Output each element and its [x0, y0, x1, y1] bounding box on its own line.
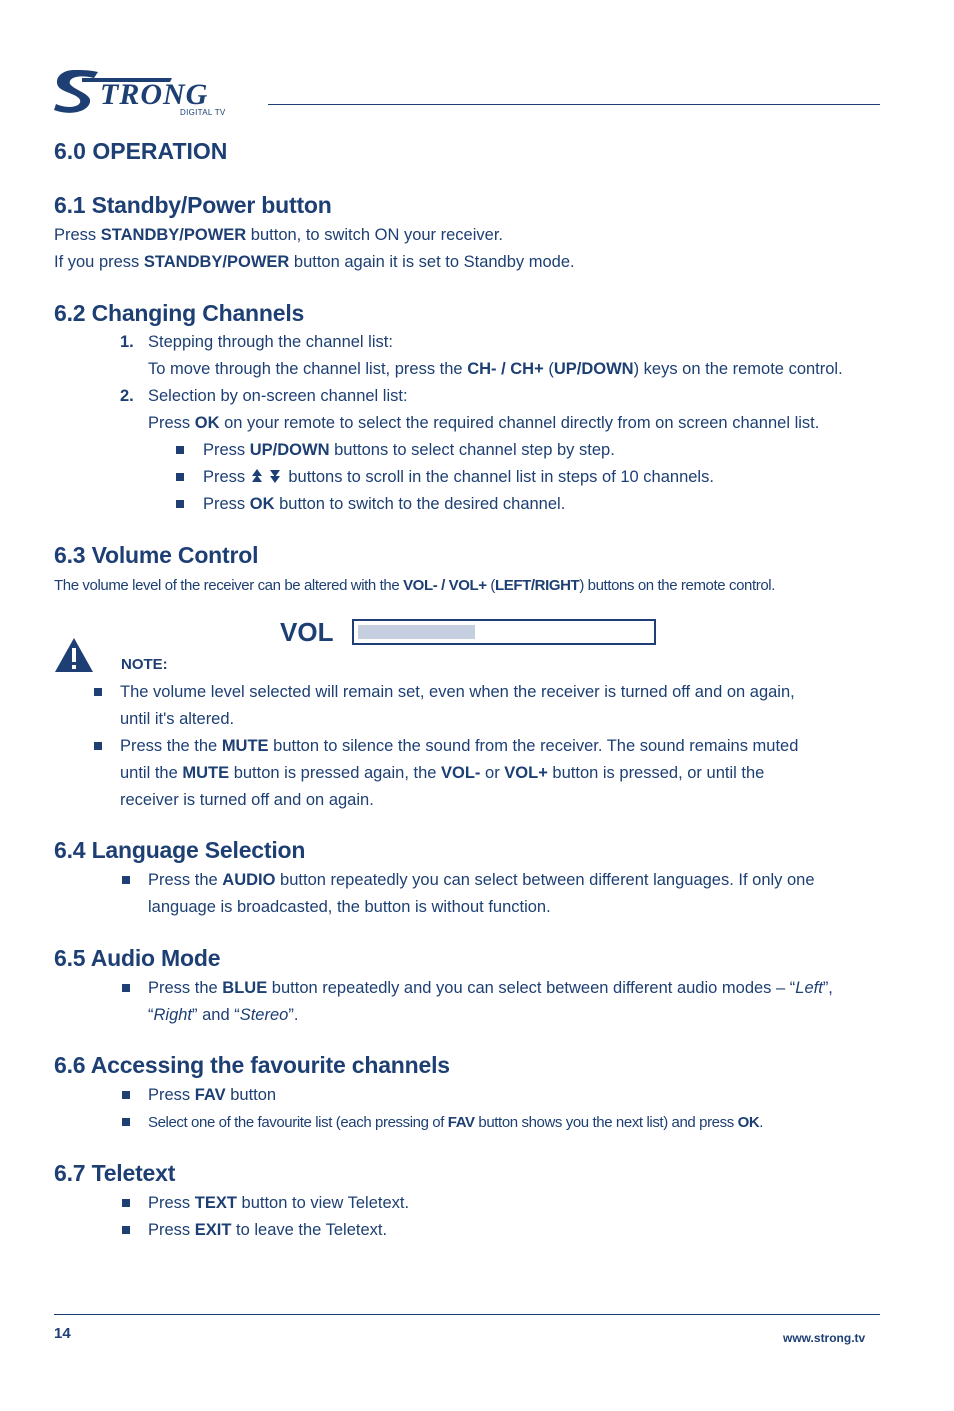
page-up-down-icon	[250, 468, 284, 484]
page-title: 6.0 OPERATION	[54, 138, 228, 164]
list-item-text: Selection by on-screen channel list:	[148, 387, 408, 405]
list-item-detail: Press OK on your remote to select the required channel directly from on screen channel list.	[148, 414, 820, 432]
bullet-icon	[176, 446, 184, 454]
note-text: Press the the MUTE button to silence the sound from the receiver. The sound remains muted	[120, 737, 799, 755]
bullet-icon	[176, 473, 184, 481]
list-item-number: 1.	[120, 333, 134, 351]
section-heading-6-4: 6.4 Language Selection	[54, 837, 306, 863]
note-text: receiver is turned off and on again.	[120, 791, 374, 809]
bullet-text: Press FAV button	[148, 1086, 277, 1104]
bullet-icon	[122, 1199, 130, 1207]
volume-bar	[352, 619, 656, 645]
header-rule	[268, 104, 880, 105]
section-heading-6-6: 6.6 Accessing the favourite channels	[54, 1052, 450, 1078]
bullet-text: language is broadcasted, the button is without function.	[148, 898, 551, 916]
section-heading-6-3: 6.3 Volume Control	[54, 542, 259, 568]
section-heading-6-2: 6.2 Changing Channels	[54, 300, 305, 326]
standby-line-2: If you press STANDBY/POWER button again it is set to Standby mode.	[54, 253, 575, 271]
standby-line-1: Press STANDBY/POWER button, to switch ON your receiver.	[54, 226, 503, 244]
bullet-text: “Right” and “Stereo”.	[148, 1006, 299, 1024]
svg-text:TRONG: TRONG	[100, 78, 209, 111]
page-number: 14	[54, 1325, 71, 1342]
footer-rule	[54, 1314, 880, 1315]
list-item-text: Stepping through the channel list:	[148, 333, 393, 351]
note-label: NOTE:	[121, 656, 168, 673]
bullet-text: Press TEXT button to view Teletext.	[148, 1194, 410, 1212]
bullet-text: Press the BLUE button repeatedly and you can select between different audio modes – “Left”,	[148, 979, 833, 997]
bullet-text: Press the AUDIO button repeatedly you can select between different languages. If only one	[148, 871, 815, 889]
warning-icon	[53, 637, 95, 673]
list-item-number: 2.	[120, 387, 134, 405]
list-item-detail: To move through the channel list, press the CH- / CH+ (UP/DOWN) keys on the remote control.	[148, 360, 843, 378]
section-heading-6-1: 6.1 Standby/Power button	[54, 192, 332, 218]
website-url: www.strong.tv	[783, 1331, 866, 1345]
bullet-icon	[94, 742, 102, 750]
bullet-icon	[122, 984, 130, 992]
bullet-text: Press UP/DOWN buttons to select channel step by step.	[203, 441, 615, 459]
note-text: The volume level selected will remain set, even when the receiver is turned off and on again,	[120, 683, 795, 701]
logo-subtitle: DIGITAL TV	[180, 108, 226, 117]
section-heading-6-5: 6.5 Audio Mode	[54, 945, 221, 971]
volume-description: The volume level of the receiver can be altered with the VOL- / VOL+ (LEFT/RIGHT) buttons on the remote control.	[54, 577, 775, 594]
note-text: until the MUTE button is pressed again, the VOL- or VOL+ button is pressed, or until the	[120, 764, 765, 782]
bullet-text: Select one of the favourite list (each pressing of FAV button shows you the next list) and press OK.	[148, 1114, 764, 1131]
bullet-text: Press EXIT to leave the Teletext.	[148, 1221, 388, 1239]
note-text: until it's altered.	[120, 710, 235, 728]
section-heading-6-7: 6.7 Teletext	[54, 1160, 176, 1186]
bullet-icon	[122, 876, 130, 884]
bullet-icon	[176, 500, 184, 508]
bullet-icon	[122, 1226, 130, 1234]
bullet-icon	[122, 1091, 130, 1099]
bullet-icon	[94, 688, 102, 696]
volume-level-fill	[358, 625, 475, 639]
bullet-icon	[122, 1118, 130, 1126]
bullet-text: Press buttons to scroll in the channel list in steps of 10 channels.	[203, 468, 714, 486]
volume-label: VOL	[280, 617, 334, 647]
bullet-text: Press OK button to switch to the desired channel.	[203, 495, 566, 513]
